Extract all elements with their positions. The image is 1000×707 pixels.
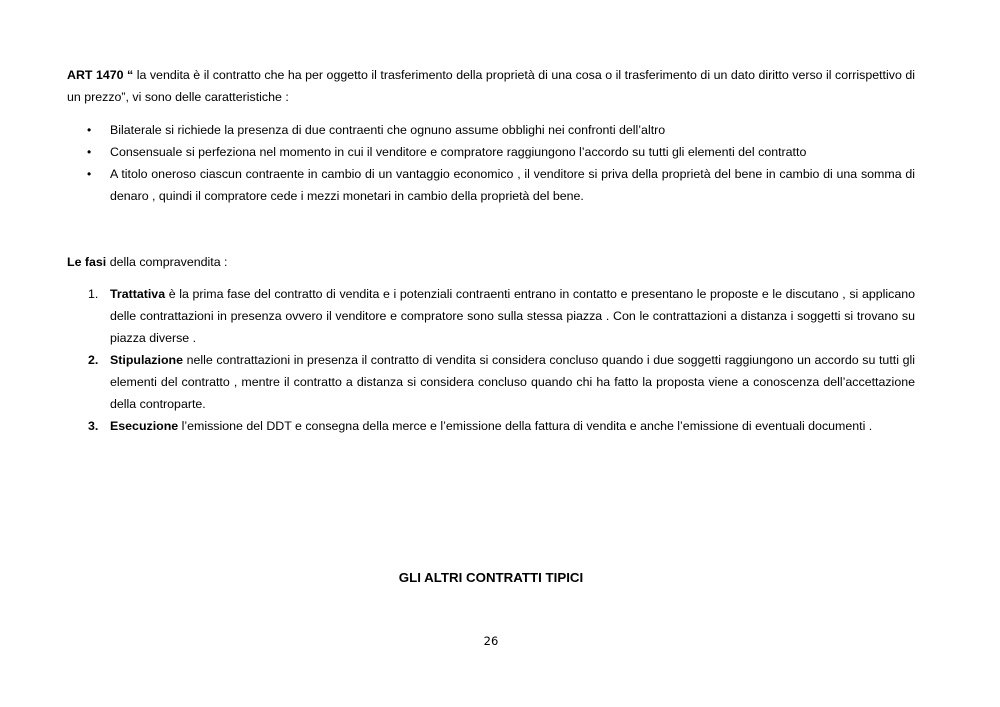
document-page: [67, 0, 915, 707]
step-text: l’emissione del DDT e consegna della merce e l’emissione della fattura di vendita e anche l’emissione di eventuali documenti .: [178, 419, 873, 433]
list-item: [67, 349, 915, 415]
list-item: [67, 283, 915, 349]
article-label: ART 1470 “: [67, 68, 134, 82]
bullet-symbol: •: [87, 145, 92, 159]
step-number: 1.: [88, 287, 99, 301]
list-item-text: Bilaterale si richiede la presenza di due contraenti che ognuno assume obblighi nei confronti dell’altro: [110, 123, 666, 137]
phases-list: [67, 283, 915, 437]
characteristics-list: [67, 119, 915, 207]
section-title: GLI ALTRI CONTRATTI TIPICI: [398, 570, 584, 585]
step-number: 3.: [88, 419, 99, 433]
step-text: è la prima fase del contratto di vendita e i potenziali contraenti entrano in contatto e presentano le proposte e le discutano , si applicano delle contrattazioni in presenza ovvero il venditore e compratore sono sulla stessa piazza . Con le contrattazioni a distanza i soggetti si trovano su piazza diverse .: [110, 287, 915, 345]
list-item-text: Consensuale si perfeziona nel momento in cui il venditore e compratore raggiungono l’accordo su tutti gli elementi del contratto: [110, 145, 807, 159]
phases-heading-bold: Le fasi: [67, 255, 107, 269]
step-number: 2.: [88, 353, 99, 367]
bullet-symbol: •: [87, 167, 92, 181]
list-item: [67, 415, 915, 437]
phases-heading: [67, 251, 915, 273]
list-item: [67, 119, 915, 141]
step-text: nelle contrattazioni in presenza il contratto di vendita si considera concluso quando i due soggetti raggiungono un accordo su tutti gli elementi del contratto , mentre il contratto a distanza si considera concluso quando chi ha fatto la proposta viene a conoscenza dell’accettazione della controparte.: [110, 353, 915, 411]
bullet-symbol: •: [87, 123, 92, 137]
intro-text: la vendita è il contratto che ha per oggetto il trasferimento della proprietà di una cosa o il trasferimento di un dato diritto verso il corrispettivo di un prezzo”, vi sono delle caratteristiche :: [67, 68, 915, 104]
step-title: Stipulazione: [110, 353, 183, 367]
list-item-text: A titolo oneroso ciascun contraente in cambio di un vantaggio economico , il venditore si priva della proprietà del bene in cambio di una somma di denaro , quindi il compratore cede i mezzi monetari in cambio della proprietà del bene.: [110, 167, 915, 203]
intro-paragraph: [67, 64, 915, 108]
list-item: [67, 141, 915, 163]
phases-heading-rest: della compravendita :: [106, 255, 228, 269]
step-title: Esecuzione: [110, 419, 179, 433]
step-title: Trattativa: [110, 287, 166, 301]
list-item: [67, 163, 915, 207]
page-number: 26: [483, 634, 499, 648]
